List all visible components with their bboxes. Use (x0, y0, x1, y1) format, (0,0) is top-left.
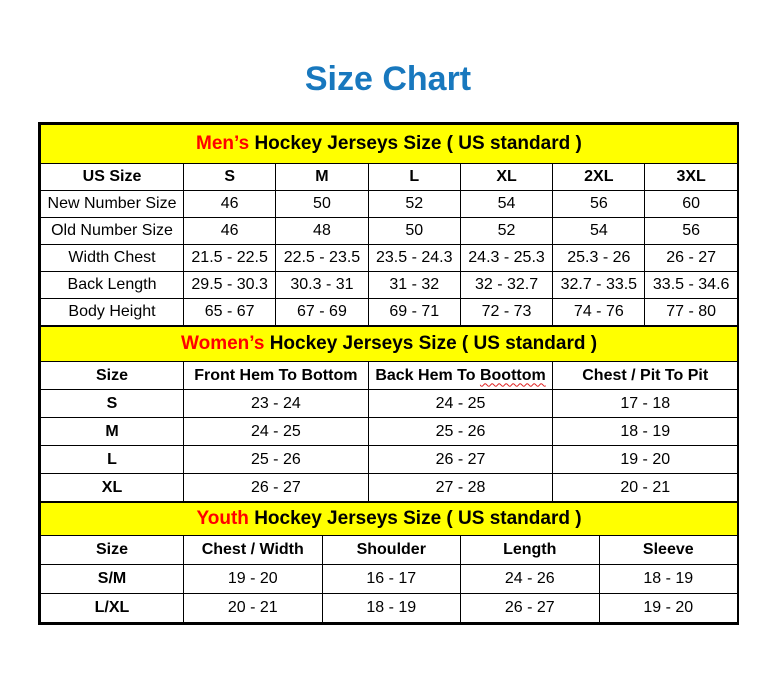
womens-row-label: XL (41, 474, 184, 502)
youth-col-chest: Chest / Width (184, 536, 323, 565)
womens-cell: 18 - 19 (553, 418, 738, 446)
womens-cell: 23 - 24 (184, 390, 369, 418)
mens-section-header (41, 125, 738, 164)
youth-cell: 20 - 21 (184, 594, 323, 623)
mens-cell: 52 (460, 218, 552, 245)
table-row (41, 218, 738, 245)
mens-row-label: Body Height (41, 299, 184, 326)
youth-col-shoulder: Shoulder (322, 536, 461, 565)
mens-row-label: Old Number Size (41, 218, 184, 245)
mens-cell: 22.5 - 23.5 (276, 245, 368, 272)
youth-cell: 24 - 26 (461, 565, 600, 594)
mens-cell: 54 (460, 191, 552, 218)
mens-col-m: M (276, 164, 368, 191)
mens-size-table (40, 124, 738, 326)
mens-cell: 46 (184, 191, 276, 218)
mens-cell: 23.5 - 24.3 (368, 245, 460, 272)
womens-cell: 20 - 21 (553, 474, 738, 502)
mens-row-label: Width Chest (41, 245, 184, 272)
youth-col-sleeve: Sleeve (599, 536, 738, 565)
mens-section-header-row (41, 125, 738, 164)
youth-column-header-row (41, 536, 738, 565)
youth-accent-label: Youth (196, 507, 249, 529)
youth-row-label: L/XL (41, 594, 184, 623)
back-hem-prefix: Back Hem To (375, 366, 476, 384)
mens-accent-label: Men’s (196, 132, 250, 154)
mens-row-label: New Number Size (41, 191, 184, 218)
womens-cell: 26 - 27 (184, 474, 369, 502)
mens-cell: 56 (553, 191, 645, 218)
womens-size-table (40, 326, 738, 502)
womens-header-text: Hockey Jerseys Size ( US standard ) (269, 332, 598, 354)
mens-col-3xl: 3XL (645, 164, 737, 191)
mens-cell: 31 - 32 (368, 272, 460, 299)
womens-section-header (41, 327, 738, 362)
table-row (41, 594, 738, 623)
womens-column-header-row (41, 362, 738, 390)
womens-accent-label: Women’s (181, 332, 265, 354)
mens-col-xl: XL (460, 164, 552, 191)
mens-cell: 77 - 80 (645, 299, 737, 326)
mens-row-label: Back Length (41, 272, 184, 299)
table-row (41, 474, 738, 502)
mens-cell: 65 - 67 (184, 299, 276, 326)
mens-cell: 52 (368, 191, 460, 218)
mens-column-header-row (41, 164, 738, 191)
mens-cell: 32 - 32.7 (460, 272, 552, 299)
womens-cell: 25 - 26 (368, 418, 553, 446)
mens-cell: 50 (368, 218, 460, 245)
back-hem-misspelled-word: Boottom (479, 366, 546, 384)
mens-cell: 29.5 - 30.3 (184, 272, 276, 299)
womens-col-back-hem (368, 362, 553, 390)
womens-col-chest: Chest / Pit To Pit (553, 362, 738, 390)
mens-cell: 54 (553, 218, 645, 245)
table-row (41, 390, 738, 418)
mens-header-text: Hockey Jerseys Size ( US standard ) (254, 132, 582, 154)
youth-cell: 18 - 19 (599, 565, 738, 594)
womens-col-size: Size (41, 362, 184, 390)
mens-cell: 33.5 - 34.6 (645, 272, 737, 299)
mens-cell: 67 - 69 (276, 299, 368, 326)
youth-cell: 19 - 20 (599, 594, 738, 623)
youth-section-header-row (41, 503, 738, 536)
womens-col-front-hem: Front Hem To Bottom (184, 362, 369, 390)
mens-cell: 25.3 - 26 (553, 245, 645, 272)
mens-cell: 30.3 - 31 (276, 272, 368, 299)
womens-cell: 26 - 27 (368, 446, 553, 474)
youth-size-table (40, 502, 738, 623)
womens-cell: 17 - 18 (553, 390, 738, 418)
mens-col-s: S (184, 164, 276, 191)
youth-cell: 18 - 19 (322, 594, 461, 623)
womens-row-label: L (41, 446, 184, 474)
mens-col-l: L (368, 164, 460, 191)
womens-row-label: S (41, 390, 184, 418)
mens-cell: 74 - 76 (553, 299, 645, 326)
table-row (41, 418, 738, 446)
table-row (41, 272, 738, 299)
mens-cell: 46 (184, 218, 276, 245)
mens-cell: 26 - 27 (645, 245, 737, 272)
womens-row-label: M (41, 418, 184, 446)
womens-cell: 27 - 28 (368, 474, 553, 502)
youth-cell: 26 - 27 (461, 594, 600, 623)
mens-cell: 32.7 - 33.5 (553, 272, 645, 299)
table-row (41, 565, 738, 594)
mens-cell: 21.5 - 22.5 (184, 245, 276, 272)
womens-cell: 25 - 26 (184, 446, 369, 474)
womens-section-header-row (41, 327, 738, 362)
size-chart-tables (38, 122, 739, 625)
table-row (41, 299, 738, 326)
mens-col-2xl: 2XL (553, 164, 645, 191)
youth-header-text: Hockey Jerseys Size ( US standard ) (254, 507, 582, 529)
mens-col-us-size: US Size (41, 164, 184, 191)
page-title: Size Chart (304, 60, 472, 98)
womens-cell: 24 - 25 (368, 390, 553, 418)
youth-row-label: S/M (41, 565, 184, 594)
mens-cell: 56 (645, 218, 737, 245)
mens-cell: 48 (276, 218, 368, 245)
mens-cell: 60 (645, 191, 737, 218)
womens-cell: 19 - 20 (553, 446, 738, 474)
youth-col-size: Size (41, 536, 184, 565)
womens-cell: 24 - 25 (184, 418, 369, 446)
youth-cell: 19 - 20 (184, 565, 323, 594)
youth-col-length: Length (461, 536, 600, 565)
mens-cell: 72 - 73 (460, 299, 552, 326)
youth-cell: 16 - 17 (322, 565, 461, 594)
table-row (41, 245, 738, 272)
table-row (41, 446, 738, 474)
table-row (41, 191, 738, 218)
mens-cell: 24.3 - 25.3 (460, 245, 552, 272)
mens-cell: 50 (276, 191, 368, 218)
youth-section-header (41, 503, 738, 536)
mens-cell: 69 - 71 (368, 299, 460, 326)
